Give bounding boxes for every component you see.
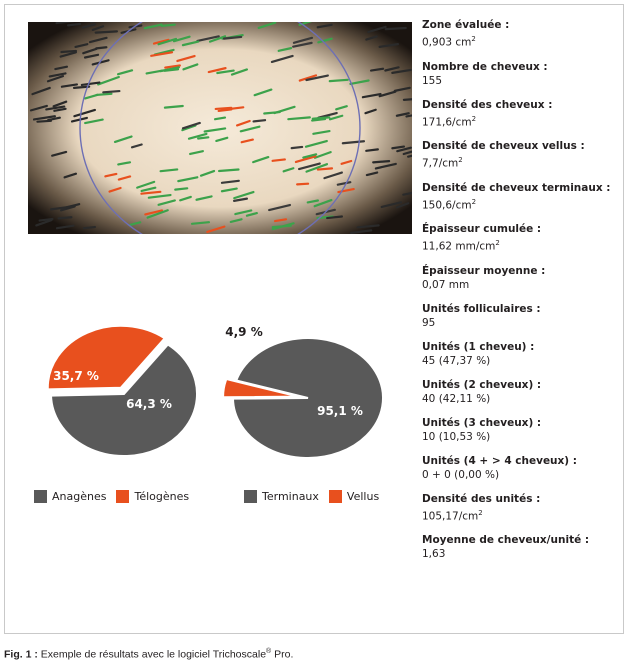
- hair-mark: [198, 137, 208, 138]
- metric-value-text: 0,903 cm: [422, 36, 472, 49]
- metric-value-text: 11,62 mm/cm: [422, 240, 496, 253]
- metric-unit-exponent: 2: [471, 35, 476, 43]
- legend-item: [34, 490, 106, 503]
- legend-swatch-orange: [329, 490, 342, 503]
- pie-data-label: 64,3 %: [126, 397, 172, 411]
- legend-swatch-gray: [34, 490, 47, 503]
- metric-item: [422, 378, 618, 406]
- hair-mark: [103, 91, 119, 92]
- metric-value: [422, 354, 618, 368]
- legend-item: [244, 490, 319, 503]
- caption-suffix: Pro.: [271, 648, 294, 661]
- metric-item: [422, 139, 618, 171]
- legend-label: Terminaux: [262, 490, 319, 503]
- caption-text: Exemple de résultats avec le logiciel Trichoscale: [37, 648, 267, 661]
- metric-item: [422, 416, 618, 444]
- hair-mark: [37, 121, 50, 122]
- metric-label: Épaisseur moyenne :: [422, 264, 546, 277]
- metric-item: [422, 264, 618, 292]
- hair-mark: [96, 31, 117, 32]
- metric-unit-exponent: 2: [471, 197, 477, 206]
- metric-item: [422, 60, 618, 88]
- hair-mark: [96, 94, 111, 95]
- metric-value: [422, 153, 618, 171]
- metric-unit-exponent: 2: [478, 508, 483, 517]
- metric-value: [422, 195, 618, 213]
- metric-label: Densité de cheveux vellus :: [422, 140, 585, 152]
- metric-value-text: 1,63: [422, 548, 446, 560]
- legend-item: [116, 490, 189, 503]
- metric-item: [422, 181, 618, 213]
- legend-chart-2: [244, 490, 389, 503]
- metric-value: [422, 278, 618, 292]
- hair-mark: [386, 28, 406, 29]
- metric-label: Densité de cheveux terminaux :: [422, 181, 611, 194]
- caption-prefix: Fig. 1 :: [4, 648, 38, 661]
- hair-mark: [373, 161, 389, 162]
- metric-value-text: 95: [422, 316, 436, 329]
- hair-mark: [84, 227, 95, 228]
- metric-value-text: 7,7/cm: [422, 157, 459, 170]
- metric-label: Zone évaluée :: [422, 19, 510, 31]
- metric-item: [422, 222, 618, 254]
- pie-chart-terminal-vellus: [214, 318, 404, 468]
- metric-value: [422, 392, 618, 406]
- metric-value-text: 155: [422, 74, 443, 87]
- metric-value: [422, 316, 618, 330]
- legend-chart-1: [34, 490, 199, 503]
- hair-mark: [297, 184, 308, 185]
- caption-reg: ®: [266, 648, 272, 655]
- hair-mark: [96, 47, 106, 48]
- hair-mark: [175, 188, 187, 189]
- legend-label: Télogènes: [134, 490, 190, 503]
- legend-swatch-gray: [244, 490, 257, 503]
- legend-label: Vellus: [346, 490, 380, 503]
- metric-item: [422, 18, 618, 50]
- metric-label: Unités (2 cheveux) :: [422, 378, 542, 391]
- metric-item: [422, 98, 618, 130]
- metric-value: [422, 32, 618, 50]
- hair-mark: [273, 226, 291, 227]
- metric-value-text: 105,17/cm: [422, 510, 479, 522]
- metric-label: Unités folliculaires :: [422, 302, 541, 315]
- metric-value-text: 0,07 mm: [422, 278, 470, 291]
- metric-value-text: 150,6/cm: [422, 199, 472, 211]
- metric-unit-exponent: 2: [471, 114, 477, 123]
- metric-label: Unités (1 cheveu) :: [422, 340, 535, 353]
- metrics-list: [422, 18, 618, 571]
- hair-mark: [68, 24, 80, 25]
- pie-data-label: 35,7 %: [53, 369, 99, 383]
- metric-item: [422, 492, 618, 524]
- pie-data-label: 95,1 %: [317, 404, 363, 418]
- metric-item: [422, 454, 618, 482]
- metric-value-text: 171,6/cm: [422, 116, 472, 128]
- hair-mark: [292, 147, 302, 148]
- hair-mark: [254, 120, 265, 121]
- figure-caption: [4, 648, 293, 661]
- metric-item: [422, 302, 618, 330]
- metric-label: Moyenne de cheveux/unité :: [422, 534, 590, 546]
- metric-value: [422, 506, 618, 524]
- pie-chart-anagen-telogen: [24, 322, 214, 472]
- metric-value: [422, 547, 618, 561]
- hair-mark: [327, 217, 342, 219]
- metric-value: [422, 430, 618, 444]
- hair-mark: [61, 51, 75, 52]
- metric-label: Densité des unités :: [422, 492, 541, 505]
- hair-mark: [219, 170, 238, 171]
- metric-item: [422, 533, 618, 561]
- metric-value: [422, 112, 618, 130]
- metric-item: [422, 340, 618, 368]
- hair-mark: [318, 168, 332, 169]
- metric-value-text: 10 (10,53 %): [422, 430, 491, 443]
- hair-mark: [273, 159, 285, 160]
- scalp-microscope-image: [28, 22, 412, 234]
- hair-mark: [162, 25, 175, 26]
- scalp-photo: [28, 22, 412, 234]
- legend-item: [329, 490, 379, 503]
- metric-value: [422, 236, 618, 254]
- hair-mark: [312, 119, 325, 121]
- metric-label: Densité des cheveux :: [422, 98, 553, 111]
- hair-mark: [330, 80, 348, 81]
- metric-label: Unités (4 + > 4 cheveux) :: [422, 454, 577, 467]
- hair-mark: [165, 106, 183, 108]
- metric-value-text: 0 + 0 (0,00 %): [422, 468, 500, 481]
- metric-label: Nombre de cheveux :: [422, 60, 548, 73]
- pie-slice-terminaux: [233, 338, 383, 458]
- metric-value: [422, 468, 618, 482]
- hair-mark: [216, 108, 232, 109]
- metric-label: Unités (3 cheveux) :: [422, 416, 542, 429]
- metric-label: Épaisseur cumulée :: [422, 223, 542, 235]
- legend-swatch-orange: [116, 490, 129, 503]
- hair-mark: [366, 149, 378, 150]
- metric-value-text: 45 (47,37 %): [422, 354, 491, 367]
- pie-data-label: 4,9 %: [225, 325, 263, 339]
- metric-unit-exponent: 2: [495, 239, 500, 247]
- metric-unit-exponent: 2: [458, 156, 463, 164]
- legend-label: Anagènes: [52, 490, 107, 503]
- hair-mark: [59, 217, 72, 218]
- metric-value: [422, 74, 618, 88]
- metric-value-text: 40 (42,11 %): [422, 392, 491, 405]
